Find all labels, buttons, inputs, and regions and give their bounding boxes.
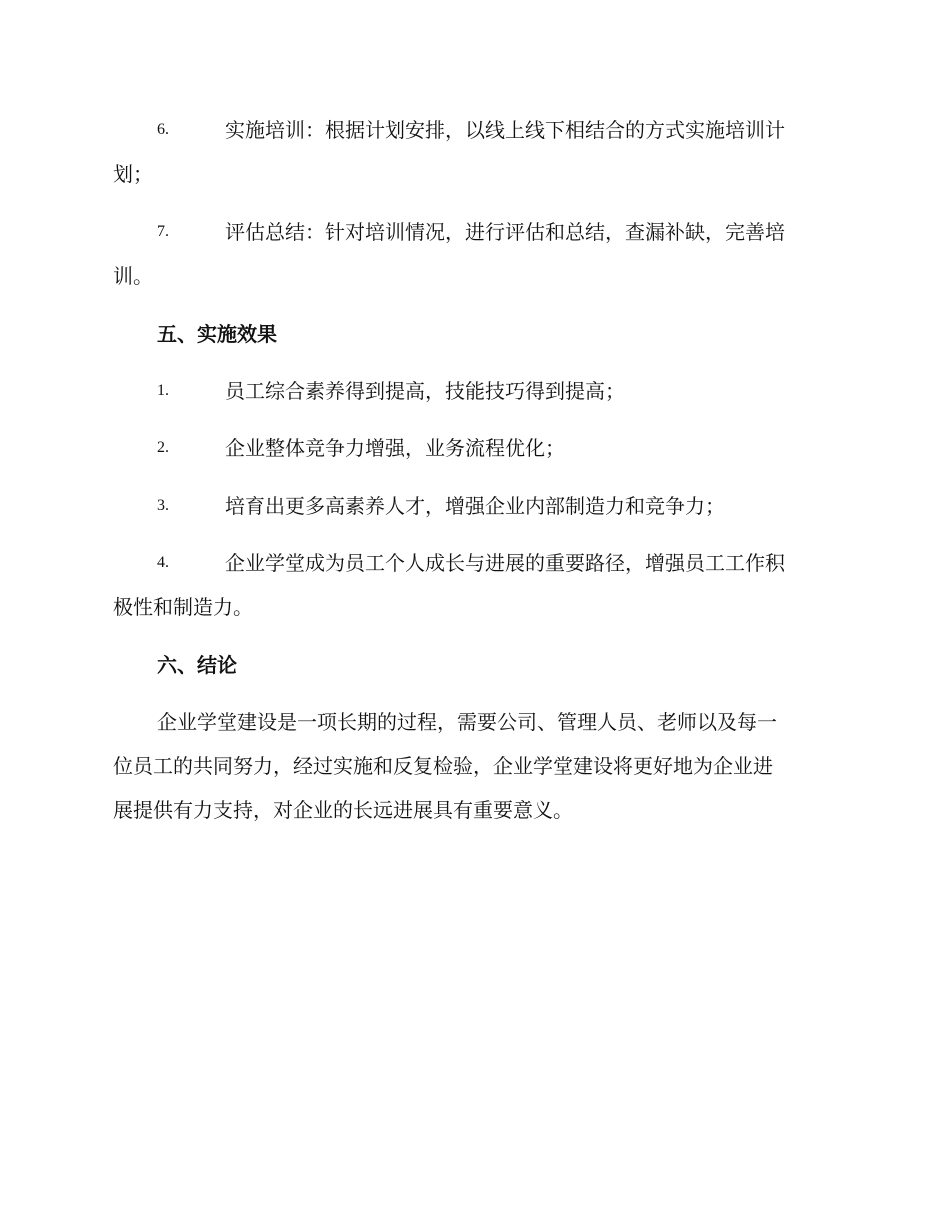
list-number: 2. (157, 439, 169, 456)
list-text-line: 实施培训：根据计划安排，以线上线下相结合的方式实施培训计 (225, 118, 785, 142)
conclusion-paragraph (113, 700, 833, 832)
paragraph-line: 位员工的共同努力，经过实施和反复检验，企业学堂建设将更好地为企业进 (113, 754, 773, 778)
list-number: 7. (157, 223, 169, 240)
list-text-line: 员工综合素养得到提高，技能技巧得到提高； (225, 379, 625, 403)
list-text-line: 训。 (113, 264, 153, 288)
list-item-4 (113, 541, 833, 629)
list-text-line: 评估总结：针对培训情况，进行评估和总结，查漏补缺，完善培 (225, 220, 785, 244)
list-item-6 (113, 108, 833, 196)
list-item-1 (113, 369, 833, 413)
list-item-7 (113, 210, 833, 298)
list-number: 4. (157, 554, 169, 571)
list-number: 3. (157, 497, 169, 514)
section-heading-conclusion: 六、结论 (157, 653, 237, 677)
list-text-line: 极性和制造力。 (113, 595, 253, 619)
list-text-line: 企业学堂成为员工个人成长与进展的重要路径，增强员工工作积 (225, 551, 785, 575)
paragraph-line: 展提供有力支持，对企业的长远进展具有重要意义。 (113, 798, 573, 822)
paragraph-line: 企业学堂建设是一项长期的过程，需要公司、管理人员、老师以及每一 (157, 710, 777, 734)
list-number: 6. (157, 121, 169, 138)
section-heading-results: 五、实施效果 (157, 322, 277, 346)
list-text-line: 培育出更多高素养人才，增强企业内部制造力和竞争力； (225, 494, 725, 518)
list-item-3 (113, 484, 833, 528)
list-text-line: 企业整体竞争力增强，业务流程优化； (225, 436, 565, 460)
list-text-line: 划； (113, 162, 153, 186)
list-item-2 (113, 426, 833, 470)
list-number: 1. (157, 382, 169, 399)
